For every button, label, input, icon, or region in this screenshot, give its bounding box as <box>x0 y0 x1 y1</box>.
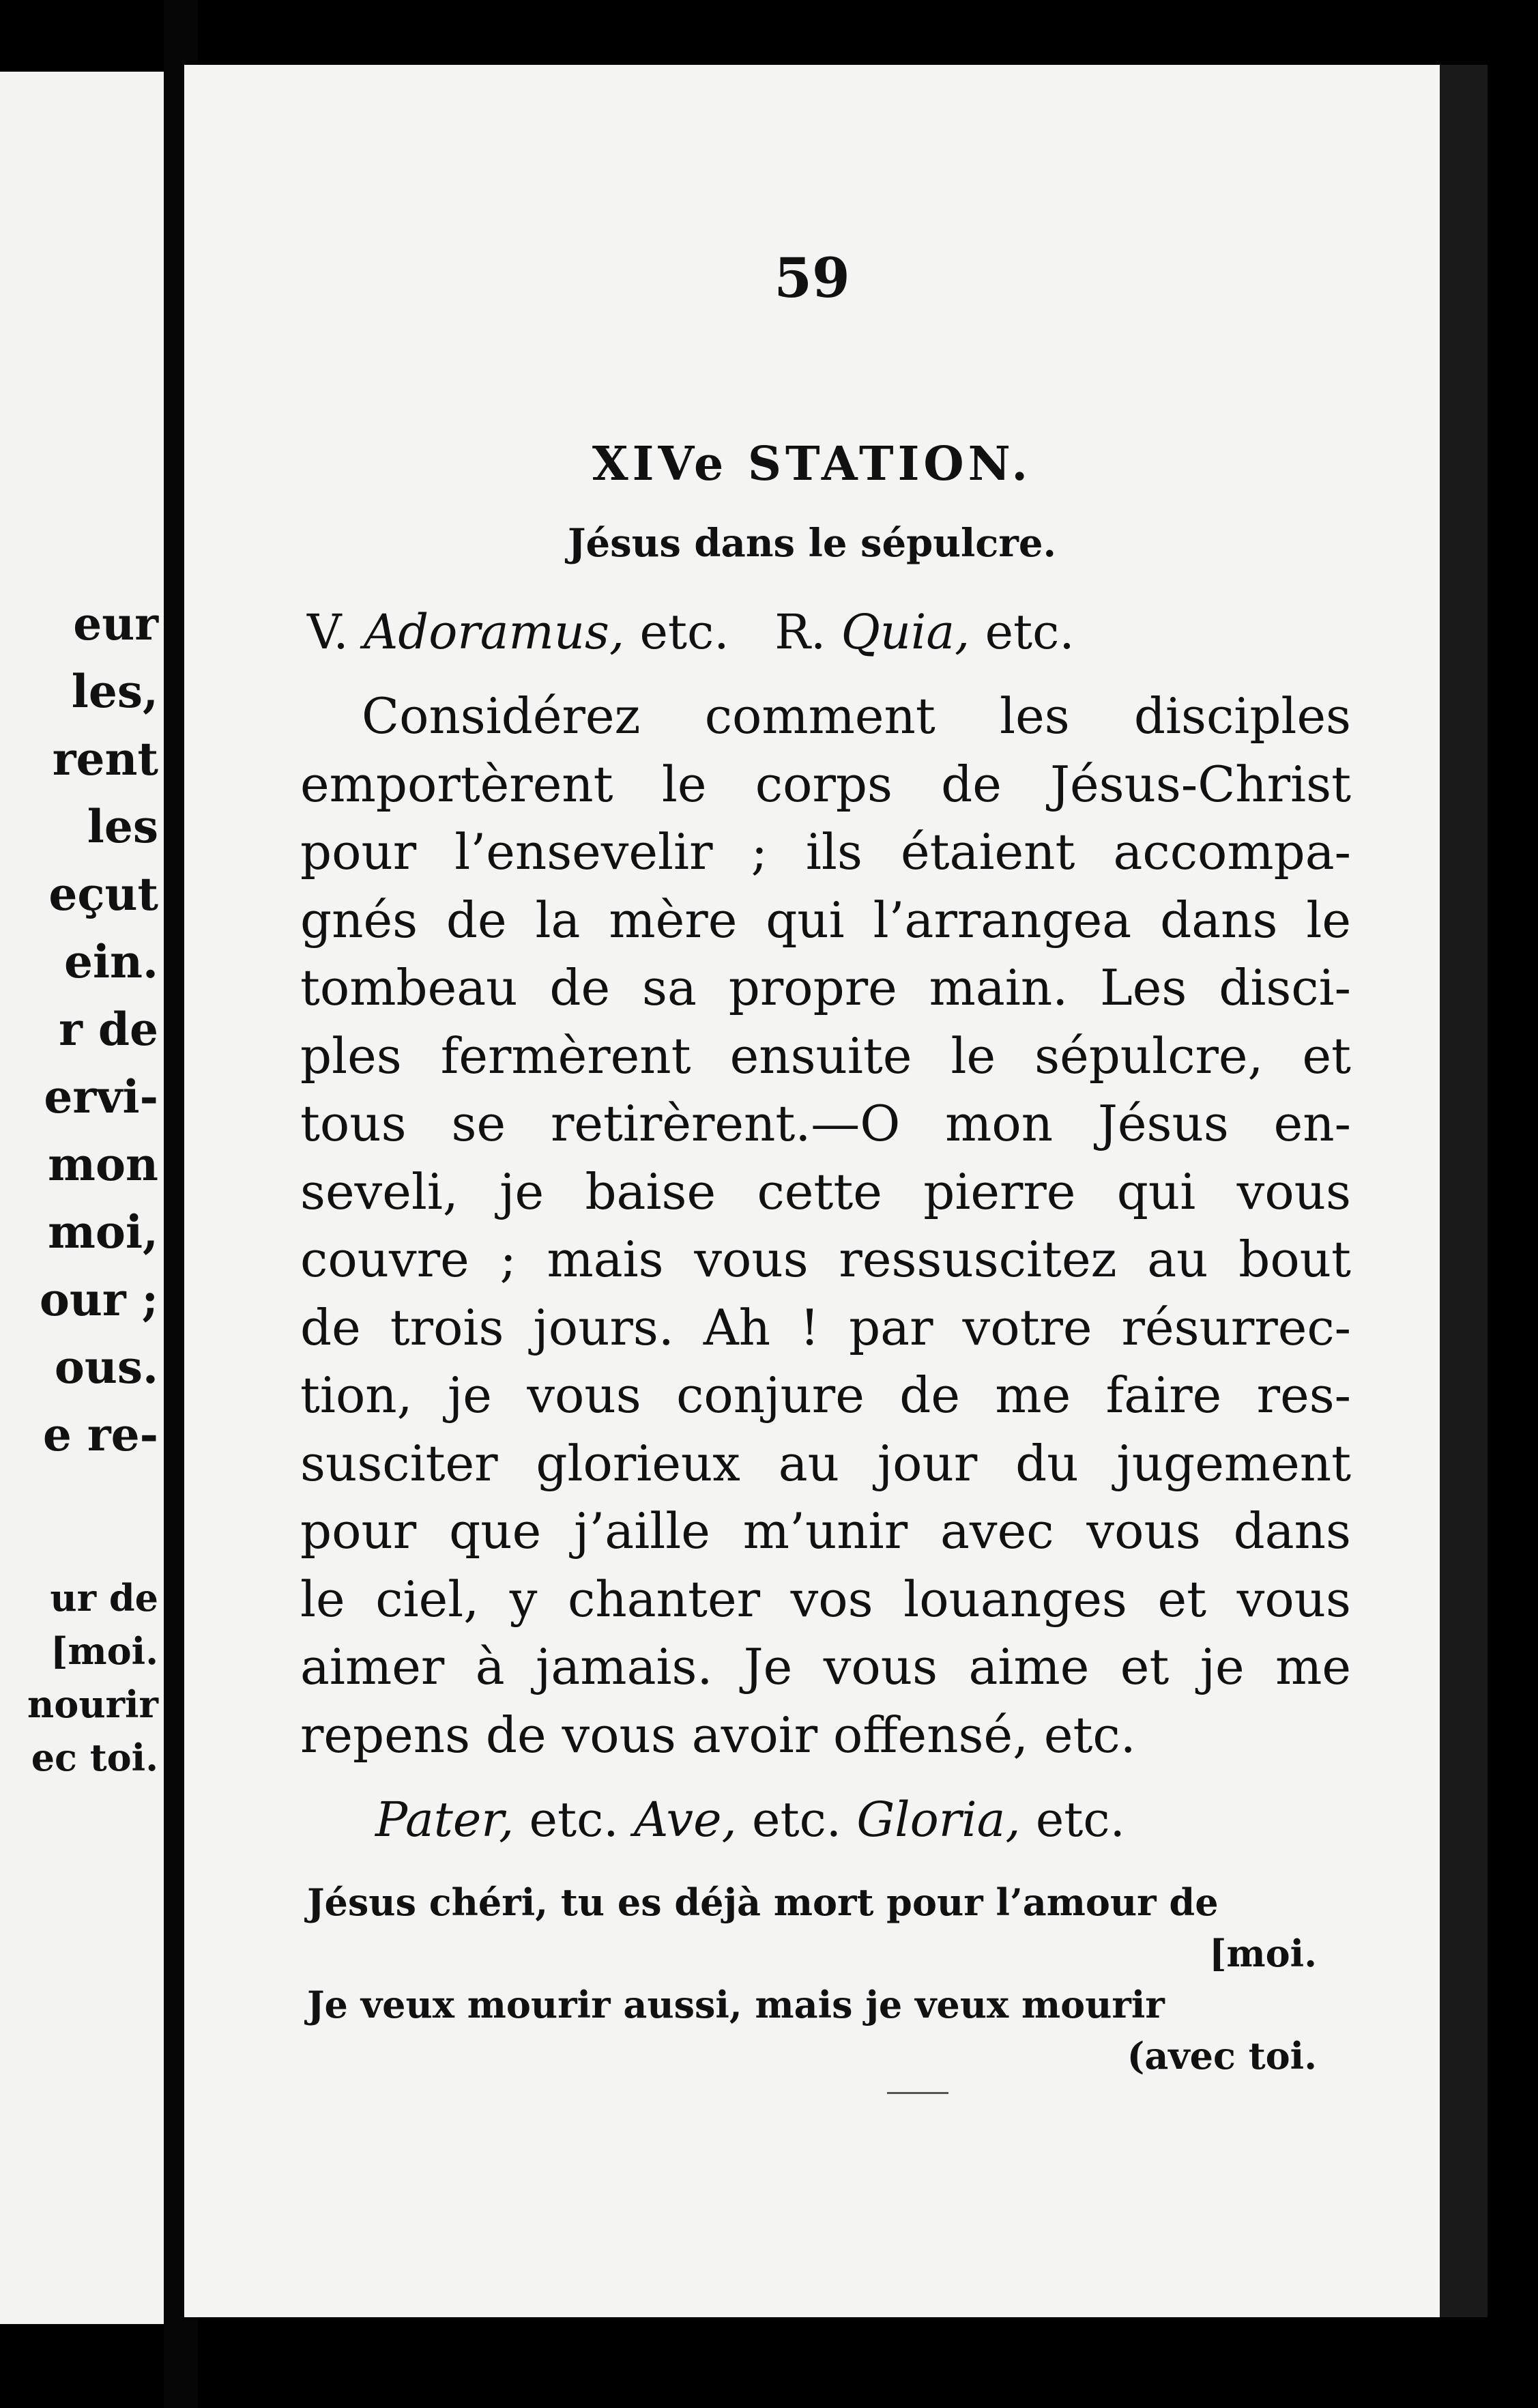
left-line: ein. <box>63 935 158 988</box>
text-line: tombeau de sa propre main. Les disci- <box>300 959 1351 1016</box>
hymn-line-continuation: [moi. <box>1208 1932 1317 1975</box>
versicle-text: Adoramus, <box>363 604 625 660</box>
text-line: Considérez comment les disciples <box>362 687 1351 745</box>
text-line: tion, je vous conjure de me faire res- <box>300 1366 1351 1424</box>
text-line: couvre ; mais vous ressuscitez au bout <box>300 1231 1351 1288</box>
ave-text: Ave, <box>633 1792 737 1848</box>
left-line: mon <box>48 1138 158 1191</box>
text-line: tous se retirèrent.—O mon Jésus en- <box>300 1095 1351 1152</box>
station-title: XIVe STATION. <box>592 437 1032 491</box>
versicle-line <box>307 604 1317 660</box>
response-mark: R. <box>774 604 826 660</box>
left-hymn-line: nourir <box>27 1682 158 1726</box>
ave-etc: etc. <box>752 1792 842 1848</box>
text-line: seveli, je baise cette pierre qui vous <box>300 1162 1351 1220</box>
response-text: Quia, <box>841 604 970 660</box>
text-line: gnés de la mère qui l’arrangea dans le <box>300 891 1351 949</box>
text-line: aimer à jamais. Je vous aime et je me <box>300 1638 1351 1695</box>
left-line: rent <box>52 732 158 786</box>
left-line: moi, <box>48 1205 158 1259</box>
station-subtitle: Jésus dans le sépulcre. <box>568 521 1056 566</box>
versicle-mark: V. <box>307 604 349 660</box>
left-line: eçut <box>48 868 158 921</box>
left-line: our ; <box>39 1273 158 1326</box>
text-line: ples fermèrent ensuite le sépulcre, et <box>300 1027 1351 1085</box>
left-line: e re- <box>42 1408 158 1461</box>
text-line: pour que j’aille m’unir avec vous dans <box>300 1502 1351 1560</box>
hymn-line: Jésus chéri, tu es déjà mort pour l’amour de <box>307 1880 1219 1924</box>
hymn-verse <box>307 1877 1331 2082</box>
text-line: repens de vous avoir offensé, etc. <box>300 1706 1136 1764</box>
right-page <box>184 65 1440 2317</box>
text-line: susciter glorieux au jour du jugement <box>300 1434 1351 1492</box>
left-hymn-line: ec toi. <box>31 1736 158 1779</box>
text-line: de trois jours. Ah ! par votre résurrec- <box>300 1298 1351 1356</box>
prayer-line <box>375 1792 1331 1848</box>
left-page-fragment <box>0 72 164 2324</box>
left-line: les <box>87 800 158 853</box>
left-hymn-line: [moi. <box>50 1629 158 1673</box>
left-line: r de <box>59 1003 158 1056</box>
left-hymn-line: ur de <box>50 1576 158 1620</box>
left-line: ervi- <box>44 1070 158 1123</box>
text-line: emportèrent le corps de Jésus-Christ <box>300 755 1351 813</box>
left-line: eur <box>73 597 158 650</box>
left-page-text <box>27 590 158 1784</box>
left-line: les, <box>71 665 158 718</box>
hymn-line-continuation: (avec toi. <box>1127 2034 1317 2078</box>
response-etc: etc. <box>985 604 1075 660</box>
left-line: ous. <box>54 1341 158 1394</box>
pater-text: Pater, <box>375 1792 514 1848</box>
gloria-text: Gloria, <box>856 1792 1021 1848</box>
end-rule <box>887 2092 948 2094</box>
text-line: pour l’ensevelir ; ils étaient accompa- <box>300 823 1351 880</box>
pater-etc: etc. <box>529 1792 619 1848</box>
text-line: le ciel, y chanter vos louanges et vous <box>300 1570 1351 1628</box>
page-number: 59 <box>774 246 850 310</box>
hymn-line: Je veux mourir aussi, mais je veux mourir <box>307 1983 1165 2026</box>
meditation-text <box>300 683 1351 1769</box>
gloria-etc: etc. <box>1035 1792 1125 1848</box>
versicle-etc: etc. <box>639 604 729 660</box>
page-edge-shadow <box>1440 65 1488 2317</box>
